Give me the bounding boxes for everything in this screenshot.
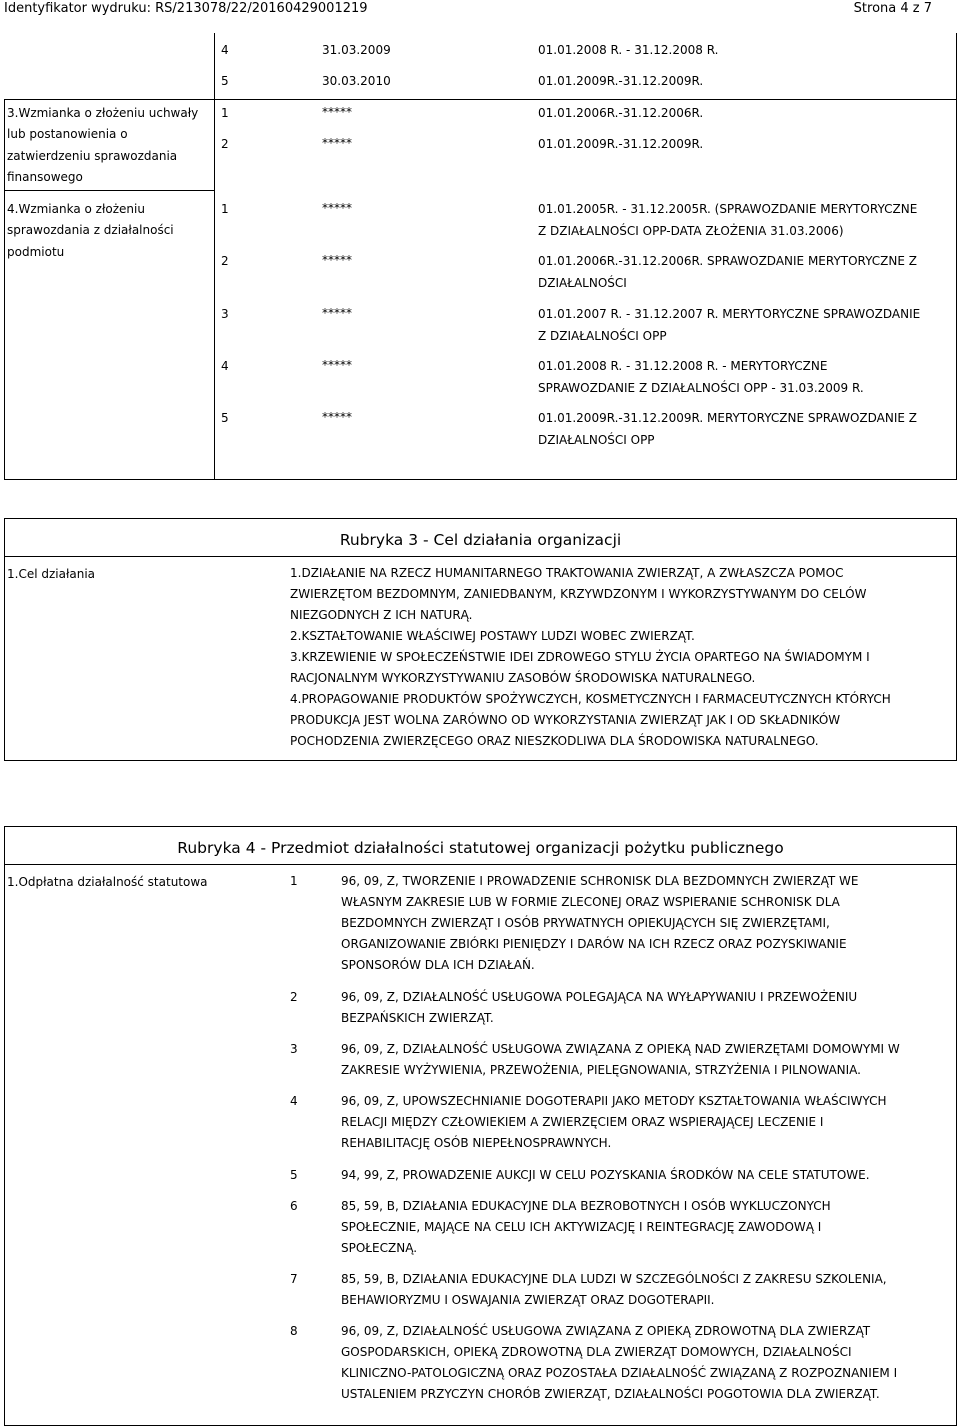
text-line: ZAKRESIE WYŻYWIENIA, PRZEWOŻENIA, PIELĘGNOWANIA, STRZYŻENIA I PILNOWANIA. [341,1063,861,1077]
item-text [341,1321,953,1405]
item-text [341,1269,953,1311]
entry-masked: ***** [322,136,352,150]
section-title-underline [4,864,957,865]
report-period: 01.01.2008 R. - 31.12.2008 R. [538,43,719,57]
text-line: 85, 59, B, DZIAŁANIA EDUKACYJNE DLA LUDZI W SZCZEGÓLNOŚCI Z ZAKRESU SZKOLENIA, [341,1272,887,1286]
text-line: ZWIERZĘTOM BEZDOMNYM, ZANIEDBANYM, KRZYWDZONYM I WYKORZYSTYWANYM DO CELÓW [290,587,867,601]
text-line: POCHODZENIA ZWIERZĘCEGO ORAZ NIESZKODLIWA DLA ŚRODOWISKA NATURALNEGO. [290,734,819,748]
text-line: NIEZGODNYCH Z ICH NATURĄ. [290,608,473,622]
page-number: Strona 4 z 7 [853,1,932,16]
entry-text: 01.01.2006R.-31.12.2006R. SPRAWOZDANIE MERYTORYCZNE Z [538,254,917,268]
report-period: 01.01.2009R.-31.12.2009R. [538,74,704,88]
table-column-divider [214,99,215,480]
text-line: 3.KRZEWIENIE W SPOŁECZEŃSTWIE IDEI ZDROWEGO STYLU ŻYCIA OPARTEGO NA ŚWIADOMYM I [290,650,870,664]
entry-text: 01.01.2005R. - 31.12.2005R. (SPRAWOZDANIE MERYTORYCZNE [538,202,918,216]
print-identifier: Identyfikator wydruku: RS/213078/22/20160429001219 [4,1,368,16]
text-line: REHABILITACJĘ OSÓB NIEPEŁNOSPRAWNYCH. [341,1136,612,1150]
text-line: USTALENIEM PRZYCZYN CHORÓB ZWIERZĄT, DZIAŁALNOŚCI POGOTOWIA DLA ZWIERZĄT. [341,1387,880,1401]
field-label: 1.Cel działania [7,567,96,581]
field-value [290,563,952,752]
item-number: 4 [290,1094,298,1108]
report-date: 31.03.2009 [322,43,391,57]
section-title: Rubryka 3 - Cel działania organizacji [339,531,622,549]
text-line: 1.DZIAŁANIE NA RZECZ HUMANITARNEGO TRAKTOWANIA ZWIERZĄT, A ZWŁASZCZA POMOC [290,566,844,580]
entry-number: 1 [221,202,229,216]
text-line: SPOŁECZNIE, MAJĄCE NA CELU ICH AKTYWIZACJĘ I REINTEGRACJĘ ZAWODOWĄ I [341,1220,822,1234]
entry-text: DZIAŁALNOŚCI OPP [538,433,655,447]
entry-text: 01.01.2006R.-31.12.2006R. [538,106,704,120]
entry-masked: ***** [322,358,352,372]
section-label: podmiotu [7,245,65,259]
text-line: SPONSORÓW DLA ICH DZIAŁAŃ. [341,958,535,972]
entry-masked: ***** [322,105,352,119]
text-line: 96, 09, Z, UPOWSZECHNIANIE DOGOTERAPII JAKO METODY KSZTAŁTOWANIA WŁAŚCIWYCH [341,1094,887,1108]
entry-masked: ***** [322,253,352,267]
text-line: 96, 09, Z, DZIAŁALNOŚĆ USŁUGOWA ZWIĄZANA Z OPIEKĄ NAD ZWIERZĘTAMI DOMOWYMI W [341,1042,900,1056]
entry-text: 01.01.2007 R. - 31.12.2007 R. MERYTORYCZNE SPRAWOZDANIE [538,307,921,321]
entry-number: 5 [221,411,229,425]
report-number: 5 [221,74,229,88]
entry-masked: ***** [322,306,352,320]
entry-masked: ***** [322,201,352,215]
section-label: lub postanowienia o [7,127,128,141]
text-line: 96, 09, Z, DZIAŁALNOŚĆ USŁUGOWA POLEGAJĄCA NA WYŁAPYWANIU I PRZEWOŻENIU [341,990,858,1004]
section-title: Rubryka 4 - Przedmiot działalności statutowej organizacji pożytku publicznego [177,839,784,857]
item-number: 6 [290,1199,298,1213]
entry-text: 01.01.2009R.-31.12.2009R. [538,137,704,151]
text-line: BEZDOMNYCH ZWIERZĄT I OSÓB PRYWATNYCH OPIEKUJĄCYCH SIĘ ZWIERZĘTAMI, [341,916,830,930]
field-label: 1.Odpłatna działalność statutowa [7,875,208,889]
section-label: 3.Wzmianka o złożeniu uchwały [7,106,199,120]
report-number: 4 [221,43,229,57]
entry-text: Z DZIAŁALNOŚCI OPP-DATA ZŁOŻENIA 31.03.2006) [538,224,844,238]
text-line: KLINICZNO-PATOLOGICZNĄ ORAZ POZOSTAŁA DZIAŁALNOŚĆ ZWIĄZANĄ Z ROZPOZNANIEM I [341,1366,898,1380]
text-line: BEZPAŃSKICH ZWIERZĄT. [341,1011,494,1025]
entry-text: DZIAŁALNOŚCI [538,276,627,290]
text-line: 2.KSZTAŁTOWANIE WŁAŚCIWEJ POSTAWY LUDZI WOBEC ZWIERZĄT. [290,629,695,643]
table-row-divider [4,190,215,191]
table-border [214,33,215,99]
text-line: ORGANIZOWANIE ZBIÓRKI PIENIĘDZY I DARÓW NA ICH RZECZ ORAZ POZYSKIWANIE [341,937,847,951]
item-number: 7 [290,1272,298,1286]
item-number: 1 [290,874,298,888]
report-date: 30.03.2010 [322,74,391,88]
text-line: GOSPODARSKICH, OPIEKĄ ZDROWOTNĄ DLA ZWIERZĄT DOMOWYCH, DZIAŁALNOŚCI [341,1345,852,1359]
entry-number: 2 [221,137,229,151]
entry-text: 01.01.2009R.-31.12.2009R. MERYTORYCZNE SPRAWOZDANIE Z [538,411,917,425]
section-title-underline [4,556,957,557]
section-label: finansowego [7,170,83,184]
text-line: 94, 99, Z, PROWADZENIE AUKCJI W CELU POZYSKANIA ŚRODKÓW NA CELE STATUTOWE. [341,1168,870,1182]
entry-number: 3 [221,307,229,321]
item-text [341,1196,953,1259]
item-text [341,1091,953,1154]
text-line: 96, 09, Z, DZIAŁALNOŚĆ USŁUGOWA ZWIĄZANA Z OPIEKĄ ZDROWOTNĄ DLA ZWIERZĄT [341,1324,871,1338]
entry-text: Z DZIAŁALNOŚCI OPP [538,329,667,343]
text-line: 85, 59, B, DZIAŁANIA EDUKACYJNE DLA BEZROBOTNYCH I OSÓB WYKLUCZONYCH [341,1199,831,1213]
text-line: PRODUKCJA JEST WOLNA ZARÓWNO OD WYKORZYSTANIA ZWIERZĄT JAK I OD SKŁADNIKÓW [290,713,841,727]
section-label: sprawozdania z działalności [7,223,174,237]
item-number: 2 [290,990,298,1004]
item-number: 3 [290,1042,298,1056]
section-label: zatwierdzeniu sprawozdania [7,149,178,163]
text-line: RACJONALNYM WYKORZYSTYWANIU ZASOBÓW ŚRODOWISKA NATURALNEGO. [290,671,756,685]
text-line: SPOŁECZNĄ. [341,1241,418,1255]
item-text [341,871,953,976]
entry-number: 2 [221,254,229,268]
text-line: 96, 09, Z, TWORZENIE I PROWADZENIE SCHRONISK DLA BEZDOMNYCH ZWIERZĄT WE [341,874,859,888]
item-number: 5 [290,1168,298,1182]
section-label: 4.Wzmianka o złożeniu [7,202,145,216]
entry-number: 1 [221,106,229,120]
item-text [341,987,953,1029]
text-line: 4.PROPAGOWANIE PRODUKTÓW SPOŻYWCZYCH, KOSMETYCZNYCH I FARMACEUTYCZNYCH KTÓRYCH [290,692,891,706]
entry-masked: ***** [322,410,352,424]
text-line: RELACJI MIĘDZY CZŁOWIEKIEM A ZWIERZĘCIEM ORAZ WSPIERAJĄCEJ LECZENIE I [341,1115,824,1129]
item-number: 8 [290,1324,298,1338]
item-text [341,1039,953,1081]
item-text [341,1165,953,1186]
entry-text: 01.01.2008 R. - 31.12.2008 R. - MERYTORYCZNE [538,359,828,373]
table-border [956,33,957,99]
entry-number: 4 [221,359,229,373]
text-line: BEHAWIORYZMU I OSWAJANIA ZWIERZĄT ORAZ DOGOTERAPII. [341,1293,715,1307]
entry-text: SPRAWOZDANIE Z DZIAŁALNOŚCI OPP - 31.03.2009 R. [538,381,864,395]
text-line: WŁASNYM ZAKRESIE LUB W FORMIE ZLECONEJ ORAZ WSPIERANIE SCHRONISK DLA [341,895,840,909]
